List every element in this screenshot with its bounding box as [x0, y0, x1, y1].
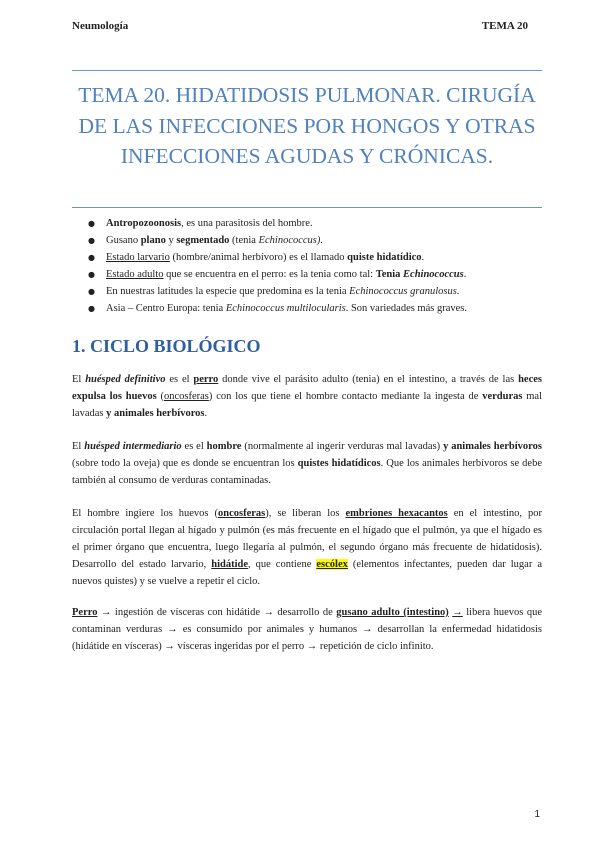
paragraph — [72, 371, 542, 422]
text-run: Asia – Centro Europa: tenia — [106, 303, 226, 314]
text-run: huésped intermediario — [84, 441, 182, 452]
text-run: En nuestras latitudes la especie que predomina es la tenia — [106, 286, 350, 297]
text-run: oncosferas — [218, 508, 266, 519]
text-run: . — [421, 252, 425, 263]
text-run: Tenia — [375, 269, 404, 280]
text-run: . Son variedades más graves. — [345, 303, 468, 314]
text-run: gusano adulto (intestino) — [336, 607, 449, 618]
text-run: huésped definitivo — [85, 374, 166, 385]
list-item — [72, 215, 542, 232]
text-run: Antropozoonosis — [106, 218, 182, 229]
text-run: Echinococcus granulosus — [349, 286, 457, 297]
title-rule-top — [72, 70, 542, 71]
text-run: Estado adulto — [106, 269, 164, 280]
text-run: es el — [165, 374, 194, 385]
text-run: → — [452, 607, 463, 618]
text-run: . Que los animales herbívoros se debe también al consumo de verduras contaminadas. — [72, 458, 542, 486]
text-run: (tenia — [229, 235, 259, 246]
text-run: ) con los que tiene el hombre contacto mediante la ingesta de — [208, 391, 483, 402]
text-run: , es una parasitosis del hombre. — [181, 218, 313, 229]
text-run: (sobre todo la oveja) que es donde se encuentran los — [72, 458, 298, 469]
paragraph — [72, 438, 542, 489]
text-run: (elementos infectantes, pueden dar lugar a nuevos quistes) y se vuelve a repetir el ciclo. — [72, 559, 542, 587]
list-item — [72, 283, 542, 300]
text-run: en el intestino, por circulación portal llegan al hígado y pulmón (es más frecuente en el hígado que el pulmón, ya que el hígado es el primer órgano que encuentra, luego llegaría al pulmón, el segundo órgano más frecuente de hidatidosis). Desarrollo del estado larvario, — [72, 508, 542, 570]
list-item — [72, 266, 542, 283]
text-run: verduras — [482, 391, 523, 402]
text-run: → ingestión de vísceras con hidátide → desarrollo de — [97, 607, 337, 618]
text-run: es el — [181, 441, 207, 452]
text-run: El — [72, 374, 86, 385]
paragraph — [72, 505, 542, 590]
text-run: hidátide — [211, 559, 249, 570]
text-run: ), se liberan los — [265, 508, 346, 519]
page-title: TEMA 20. HIDATIDOSIS PULMONAR. CIRUGÍA DE LAS INFECCIONES POR HONGOS Y OTRAS INFECCIONES AGUDAS Y CRÓNICAS. — [78, 83, 536, 168]
text-run: oncosferas — [164, 391, 209, 402]
text-run: donde vive el parásito adulto (tenia) en el intestino, a través de las — [218, 374, 519, 385]
paragraph — [72, 604, 542, 655]
text-run: Echinococcus). — [258, 235, 324, 246]
text-run: quistes hidatídicos — [297, 458, 381, 469]
text-run: Echinococcus — [403, 269, 464, 280]
text-run: Perro — [72, 607, 98, 618]
text-run: . — [204, 408, 208, 419]
text-run: segmentado — [176, 235, 230, 246]
text-run: Estado larvario — [106, 252, 170, 263]
page-number: 1 — [534, 809, 540, 820]
text-run: . — [463, 269, 467, 280]
text-run: que se encuentra en el perro: es la tenia como tal: — [163, 269, 376, 280]
list-item — [72, 232, 542, 249]
header-topic: TEMA 20 — [481, 20, 528, 32]
text-run: perro — [193, 374, 219, 385]
text-run: El — [72, 441, 85, 452]
text-run: y — [165, 235, 177, 246]
section-heading: 1. CICLO BIOLÓGICO — [72, 336, 261, 356]
list-item — [72, 300, 542, 317]
text-run: ( — [156, 391, 164, 402]
text-run: plano — [140, 235, 166, 246]
list-item — [72, 249, 542, 266]
text-run: libera huevos que contaminan verduras → es consumido por animales y humanos → desarrollan la enfermedad hidatidosis (hidátide en vísceras) → vísceras ingeridas por el perro → repetición de ciclo infinito. — [72, 607, 542, 652]
text-run: Gusano — [106, 235, 141, 246]
text-run: y animales herbívoros — [106, 408, 205, 419]
text-run: y animales herbívoros — [443, 441, 542, 452]
text-run: quiste hidatídico — [347, 252, 422, 263]
text-run: Echinococcus multilocularis — [225, 303, 346, 314]
text-run: (hombre/animal herbívoro) es el llamado — [169, 252, 348, 263]
text-run: escólex — [316, 559, 348, 570]
text-run: heces expulsa los huevos — [72, 374, 543, 402]
text-run: hombre — [206, 441, 242, 452]
text-run: embriones hexacantos — [345, 508, 448, 519]
text-run: . — [456, 286, 460, 297]
bullet-list — [72, 215, 542, 317]
text-run: El hombre ingiere los huevos ( — [72, 508, 219, 519]
text-run: mal lavadas — [72, 391, 543, 419]
title-rule-bottom — [72, 207, 542, 208]
header-subject: Neumología — [72, 20, 129, 32]
text-run: (normalmente al ingerir verduras mal lavadas) — [241, 441, 444, 452]
text-run: , que contiene — [248, 559, 317, 570]
